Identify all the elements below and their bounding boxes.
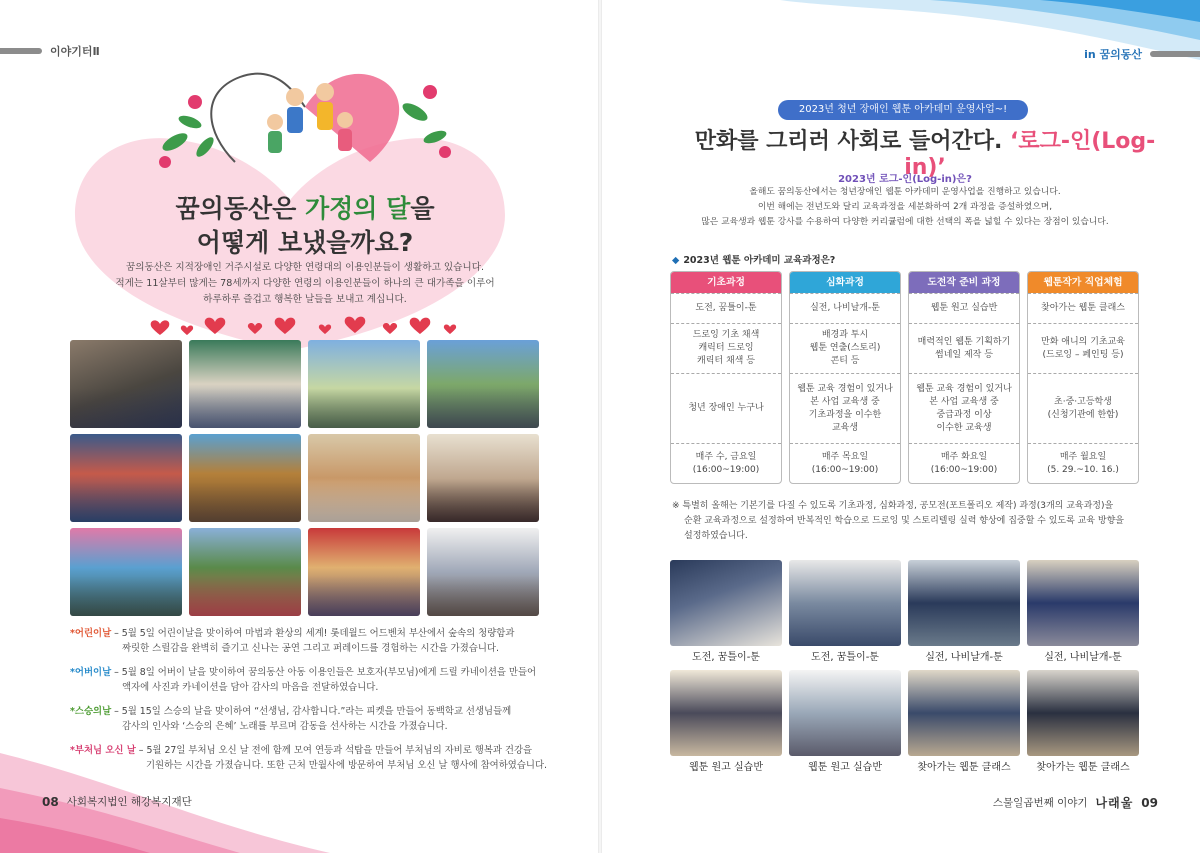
section-label: in 꿈의동산	[1084, 48, 1142, 61]
photo-caption: 웹툰 원고 실습반	[808, 762, 882, 773]
photo-caption: 도전, 꿈틀이-툰	[811, 652, 879, 663]
page-number: 08	[42, 794, 59, 809]
course-schedule: 매주 화요일 (16:00~19:00)	[909, 443, 1019, 483]
webtoon-photo-grid	[670, 560, 1140, 780]
section-label: 이야기터Ⅱ	[50, 45, 100, 58]
right-footer	[993, 794, 1158, 811]
course-schedule: 매주 목요일 (16:00~19:00)	[790, 443, 900, 483]
photo	[427, 340, 539, 428]
event-sep: –	[111, 667, 122, 678]
course-class: 찾아가는 웹툰 클래스	[1028, 293, 1138, 323]
diamond-icon: ◆	[672, 255, 680, 266]
title-text-end: 을	[410, 194, 435, 223]
photo-caption: 도전, 꿈틀이-툰	[692, 652, 760, 663]
photo	[70, 528, 182, 616]
photo-caption: 실전, 나비날개-툰	[925, 652, 1003, 663]
event-key: *스승의날	[70, 706, 112, 717]
course-schedule: 매주 수, 금요일 (16:00~19:00)	[671, 443, 781, 483]
page-gutter	[598, 0, 602, 853]
intro-line: 하루하루 즐겁고 행복한 날들을 보내고 계십니다.	[203, 294, 407, 305]
photo	[70, 434, 182, 522]
left-footer	[42, 794, 192, 809]
course-content: 매력적인 웹툰 기획하기 썸네일 제작 등	[909, 323, 1019, 373]
title-text: 꿈의동산은	[175, 194, 305, 223]
photo-caption: 웹툰 원고 실습반	[689, 762, 763, 773]
photo	[189, 340, 301, 428]
course-class: 웹툰 원고 실습반	[909, 293, 1019, 323]
photo	[308, 434, 420, 522]
event-text: 짜릿한 스릴감을 완벽히 즐기고 신나는 공연 그리고 퍼레이드를 경험하는 시간을 가졌습니다.	[122, 643, 499, 654]
photo	[908, 560, 1020, 646]
event-sep: –	[111, 628, 122, 639]
event-text: 5월 15일 스승의 날을 맞이하여 “선생님, 감사합니다.”라는 피켓을 만들어 동백학교 선생님들께	[121, 706, 512, 717]
photo	[70, 340, 182, 428]
hearts-decoration	[145, 312, 465, 342]
photo	[427, 528, 539, 616]
right-intro	[655, 185, 1155, 230]
magazine-brand: 나래울	[1095, 796, 1134, 810]
course-column	[670, 271, 782, 484]
right-page	[600, 0, 1200, 853]
photo	[308, 528, 420, 616]
photo-caption: 실전, 나비날개-툰	[1044, 652, 1122, 663]
course-column	[908, 271, 1020, 484]
photo-caption: 찾아가는 웹툰 클래스	[917, 762, 1011, 773]
course-target: 초·중·고등학생 (신청기관에 한함)	[1028, 373, 1138, 443]
program-note	[672, 499, 1152, 544]
photo	[670, 670, 782, 756]
page-header-right	[1084, 46, 1200, 62]
program-badge: 2023년 청년 장애인 웹툰 아카데미 운영사업~!	[778, 100, 1028, 120]
title-highlight: 가정의 달	[305, 194, 411, 223]
intro-line: 꿈의동산은 지적장애인 거주시설로 다양한 연령대의 이용인분들이 생활하고 있습니다.	[125, 262, 485, 273]
event-text: 5월 27일 부처님 오신 날 전에 함께 모여 연등과 석탑을 만들어 부처님의 자비로 행복과 건강을	[146, 745, 533, 756]
page-header-left	[0, 44, 100, 58]
course-target: 웹툰 교육 경험이 있거나 본 사업 교육생 중 기초과정을 이수한 교육생	[790, 373, 900, 443]
event-key: *어린이날	[70, 628, 112, 639]
course-content: 만화 애니의 기초교육 (드로잉 – 페인팅 등)	[1028, 323, 1138, 373]
photo-card	[789, 560, 901, 670]
photo-card	[1027, 670, 1139, 780]
title-text: 만화를 그리러 사회로 들어간다.	[694, 129, 1010, 154]
photo-card	[789, 670, 901, 780]
photo-card	[1027, 560, 1139, 670]
intro-line: 올해도 꿈의동산에서는 청년장애인 웹툰 아카데미 운영사업을 진행하고 있습니다.	[749, 187, 1061, 197]
course-table	[670, 271, 1140, 484]
photo	[308, 340, 420, 428]
event-sep: –	[135, 745, 147, 756]
note-text: 설정하였습니다.	[684, 531, 748, 541]
course-column	[789, 271, 901, 484]
photo-card	[908, 560, 1020, 670]
photo	[789, 670, 901, 756]
course-name: 도전작 준비 과정	[909, 272, 1019, 293]
family-month-photo-grid	[70, 340, 540, 616]
publisher-name: 사회복지법인 해강복지재단	[66, 796, 192, 808]
note-text: 순환 교육과정으로 설정하여 반복적인 학습으로 드로잉 및 스토리텔링 실력 향상에 집중할 수 있도록 교육 방향을	[684, 516, 1124, 526]
photo	[670, 560, 782, 646]
family-illustration	[145, 52, 465, 172]
left-intro	[90, 260, 520, 308]
event-item	[70, 665, 570, 695]
course-content: 드로잉 기초 채색 캐릭터 드로잉 캐릭터 채색 등	[671, 323, 781, 373]
photo	[189, 528, 301, 616]
course-name: 기초과정	[671, 272, 781, 293]
photo	[427, 434, 539, 522]
event-key: *어버이날	[70, 667, 112, 678]
event-item	[70, 626, 570, 656]
photo-card	[908, 670, 1020, 780]
issue-label: 스물일곱번째 이야기	[992, 797, 1088, 809]
photo	[1027, 670, 1139, 756]
photo	[189, 434, 301, 522]
page-number: 09	[1141, 795, 1158, 810]
event-text: 기원하는 시간을 가졌습니다. 또한 근처 만월사에 방문하여 부처님 오신 날 행사에 참여하였습니다.	[146, 760, 547, 771]
course-schedule: 매주 월요일 (5. 29.~10. 16.)	[1028, 443, 1138, 483]
photo-card	[670, 560, 782, 670]
event-list	[70, 626, 570, 782]
course-target: 웹툰 교육 경험이 있거나 본 사업 교육생 중 중급과정 이상 이수한 교육생	[909, 373, 1019, 443]
photo	[789, 560, 901, 646]
event-sep: –	[111, 706, 122, 717]
intro-line: 이번 해에는 전년도와 달리 교육과정을 세분화하여 2개 과정을 증설하였으며,	[757, 202, 1053, 212]
course-class: 도전, 꿈틀이-툰	[671, 293, 781, 323]
event-text: 감사의 인사와 ‘스승의 은혜’ 노래를 부르며 감동을 선사하는 시간을 가졌습니다.	[122, 721, 448, 732]
event-text: 5월 5일 어린이날을 맞이하여 마법과 환상의 세계! 롯데월드 어드벤처 부산에서 숲속의 청량함과	[121, 628, 515, 639]
event-key: *부처님 오신 날	[70, 745, 136, 756]
intro-line: 많은 교육생과 웹툰 강사를 수용하여 다양한 커리큘럼에 대한 선택의 폭을 넓힐 수 있다는 장점이 있습니다.	[701, 217, 1109, 227]
course-name: 웹툰작가 직업체험	[1028, 272, 1138, 293]
photo	[908, 670, 1020, 756]
photo-caption: 찾아가는 웹툰 클래스	[1036, 762, 1130, 773]
event-item	[70, 743, 570, 773]
section-title: 2023년 웹툰 아카데미 교육과정은?	[683, 255, 836, 266]
event-text: 액자에 사진과 카네이션을 담아 감사의 마음을 전달하였습니다.	[122, 682, 379, 693]
course-column	[1027, 271, 1139, 484]
right-subtitle: 2023년 로그-인(Log-in)은?	[838, 174, 972, 185]
photo	[1027, 560, 1139, 646]
event-item	[70, 704, 570, 734]
event-text: 5월 8일 어버이 날을 맞이하여 꿈의동산 아동 이용인들은 보호자(부모님)에게 드릴 카네이션을 만들어	[121, 667, 537, 678]
title-highlight: ‘로그-인(Log-in)’	[904, 129, 1156, 180]
intro-line: 적게는 11살부터 많게는 78세까지 다양한 연령의 이용인분들이 하나의 큰 대가족을 이루어	[115, 278, 495, 289]
title-line-2: 어떻게 보냈을까요?	[196, 228, 414, 257]
section-heading	[672, 252, 835, 266]
course-content: 배경과 투시 웹툰 연출(스토리) 콘티 등	[790, 323, 900, 373]
course-name: 심화과정	[790, 272, 900, 293]
left-title	[110, 192, 500, 260]
note-text: ※ 특별히 올해는 기본기를 다질 수 있도록 기초과정, 심화과정, 공모전(포트폴리오 제작) 과정(3개의 교육과정)을	[672, 501, 1114, 511]
course-class: 실전, 나비날개-툰	[790, 293, 900, 323]
course-target: 청년 장애인 누구나	[671, 373, 781, 443]
photo-card	[670, 670, 782, 780]
